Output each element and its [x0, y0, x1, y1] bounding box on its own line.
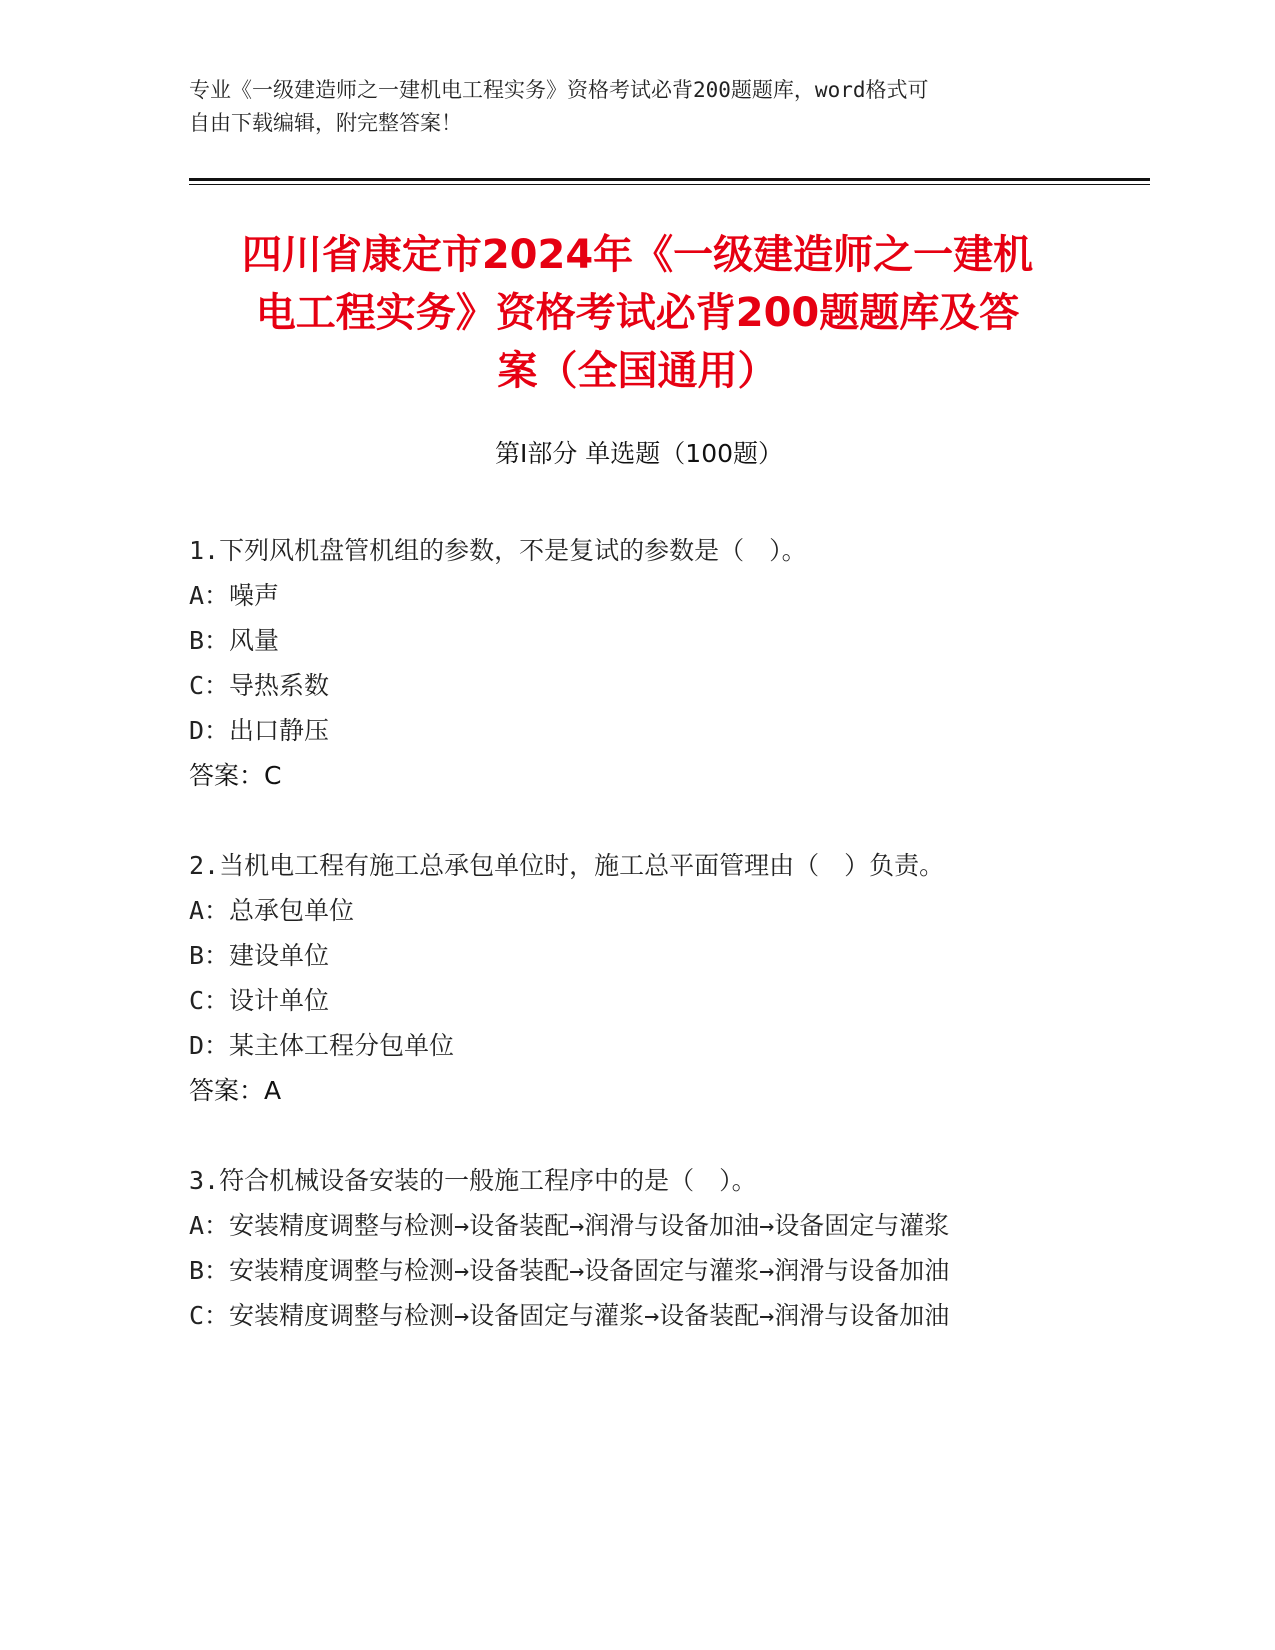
- question-1: [189, 528, 1089, 798]
- question-stem: 3.符合机械设备安装的一般施工程序中的是（ ）。: [189, 1166, 757, 1195]
- question-3: [189, 1158, 1089, 1338]
- option-a: A：总承包单位: [189, 896, 355, 925]
- question-spacer: [189, 798, 1089, 843]
- option-c: C：安装精度调整与检测→设备固定与灌浆→设备装配→润滑与设备加油: [189, 1301, 950, 1330]
- option-d: D：某主体工程分包单位: [189, 1031, 455, 1060]
- header-note-line-2: 自由下载编辑，附完整答案！: [189, 111, 462, 135]
- option-b: B：风量: [189, 626, 280, 655]
- answer: 答案：C: [189, 761, 282, 790]
- option-c: C：设计单位: [189, 986, 330, 1015]
- option-a: A：噪声: [189, 581, 280, 610]
- section-title: 第Ⅰ部分 单选题（100题）: [494, 439, 784, 468]
- option-c: C：导热系数: [189, 671, 330, 700]
- document-title-line-3: 案（全国通用）: [497, 348, 778, 394]
- option-b: B：安装精度调整与检测→设备装配→设备固定与灌浆→润滑与设备加油: [189, 1256, 950, 1285]
- option-b: B：建设单位: [189, 941, 330, 970]
- question-stem: 1.下列风机盘管机组的参数，不是复试的参数是（ ）。: [189, 536, 807, 565]
- document-title-line-2: 电工程实务》资格考试必背200题题库及答: [255, 290, 1020, 336]
- answer: 答案：A: [189, 1076, 282, 1105]
- header-divider-thin: [189, 184, 1150, 185]
- document-title: [185, 226, 1090, 400]
- option-a: A：安装精度调整与检测→设备装配→润滑与设备加油→设备固定与灌浆: [189, 1211, 950, 1240]
- question-2: [189, 843, 1089, 1113]
- question-stem: 2.当机电工程有施工总承包单位时，施工总平面管理由（ ）负责。: [189, 851, 945, 880]
- document-title-line-1: 四川省康定市2024年《一级建造师之一建机: [241, 232, 1034, 278]
- question-spacer: [189, 1113, 1089, 1158]
- header-note-line-1: 专业《一级建造师之一建机电工程实务》资格考试必背200题题库，word格式可: [189, 78, 929, 102]
- question-list: [189, 528, 1089, 1338]
- header-divider-thick: [189, 178, 1150, 181]
- option-d: D：出口静压: [189, 716, 330, 745]
- header-note: [189, 74, 1089, 140]
